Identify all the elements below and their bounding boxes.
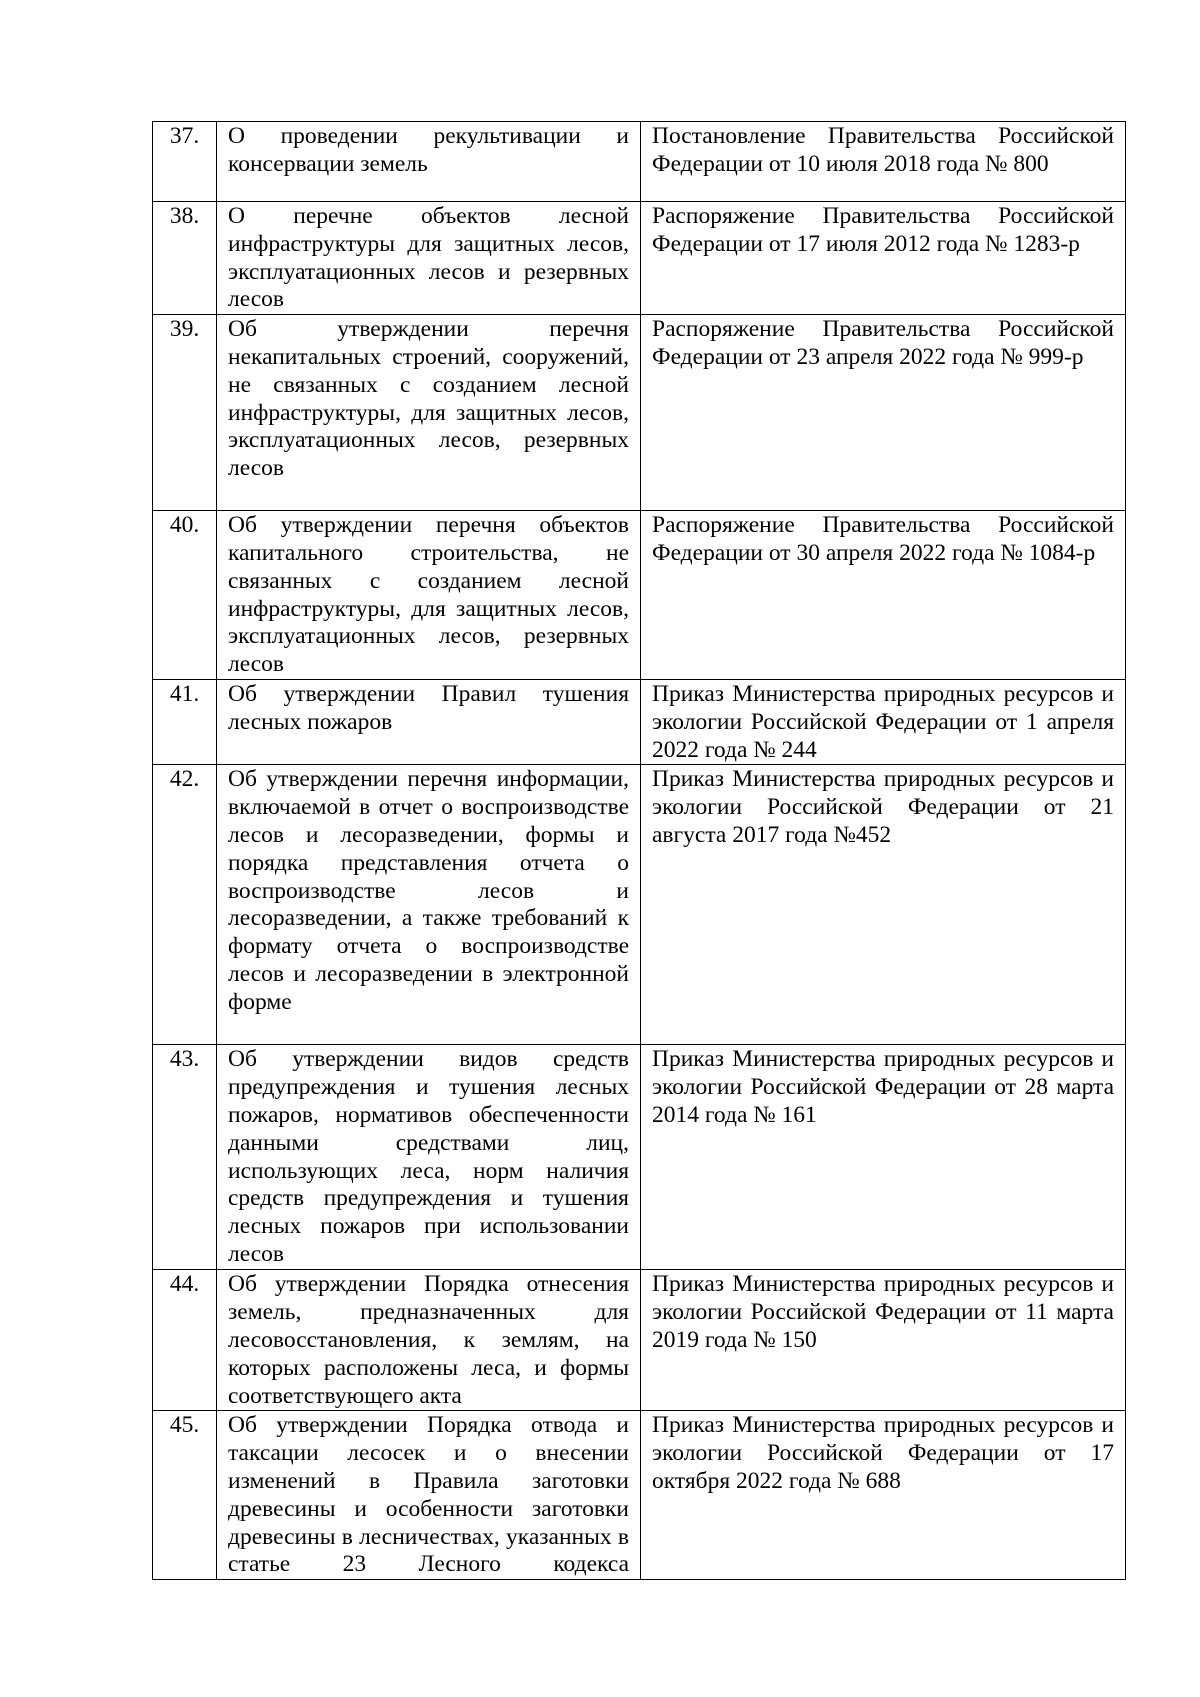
act-reference-text: Приказ Министерства природных ресурсов и экологии Российской Федерации от 11 марта 2019 года № 150	[652, 1271, 1114, 1353]
act-subject-text: Об утверждении видов средств предупреждения и тушения лесных пожаров, нормативов обеспеченности данными средствами лиц, использующих леса, норм наличия средств предупреждения и тушения лесных пожаров при использовании лесов	[228, 1046, 629, 1267]
table-row	[153, 765, 1126, 1045]
act-reference-text: Распоряжение Правительства Российской Федерации от 17 июля 2012 года № 1283-р	[652, 203, 1114, 257]
act-reference	[641, 122, 1126, 202]
table-row	[153, 122, 1126, 202]
row-number: 40.	[153, 511, 217, 680]
act-reference	[641, 1045, 1126, 1270]
act-reference-text: Распоряжение Правительства Российской Федерации от 23 апреля 2022 года № 999-р	[652, 316, 1114, 370]
act-subject	[217, 1270, 641, 1411]
act-subject-text: О перечне объектов лесной инфраструктуры для защитных лесов, эксплуатационных лесов и резервных лесов	[228, 203, 629, 313]
row-number: 42.	[153, 765, 217, 1045]
table-row	[153, 1045, 1126, 1270]
row-number: 41.	[153, 679, 217, 764]
act-subject	[217, 202, 641, 315]
table-row	[153, 202, 1126, 315]
act-subject	[217, 765, 641, 1045]
act-subject	[217, 511, 641, 680]
act-reference	[641, 679, 1126, 764]
act-subject-text: Об утверждении перечня информации, включаемой в отчет о воспроизводстве лесов и лесоразведении, формы и порядка представления отчета о воспроизводстве лесов и лесоразведении, а также требований к формату отчета о воспроизводстве лесов и лесоразведении в электронной форме	[228, 766, 629, 1015]
row-number: 44.	[153, 1270, 217, 1411]
act-subject	[217, 679, 641, 764]
act-reference	[641, 202, 1126, 315]
act-reference	[641, 765, 1126, 1045]
act-reference-text: Приказ Министерства природных ресурсов и экологии Российской Федерации от 1 апреля 2022 года № 244	[652, 680, 1114, 763]
act-reference	[641, 1411, 1126, 1580]
row-number: 37.	[153, 122, 217, 202]
act-reference-text: Приказ Министерства природных ресурсов и экологии Российской Федерации от 21 августа 2017 года №452	[652, 766, 1114, 848]
row-number: 45.	[153, 1411, 217, 1580]
act-reference	[641, 511, 1126, 680]
act-subject-text: Об утверждении перечня некапитальных строений, сооружений, не связанных с созданием лесной инфраструктуры, для защитных лесов, эксплуатационных лесов, резервных лесов	[228, 316, 629, 482]
act-subject-text: Об утверждении Порядка отнесения земель, предназначенных для лесовосстановления, к землям, на которых расположены леса, и формы соответствующего акта	[228, 1271, 629, 1409]
row-number: 39.	[153, 315, 217, 511]
table-row	[153, 679, 1126, 764]
acts-table	[152, 121, 1126, 1580]
act-subject-text: Об утверждении Порядка отвода и таксации лесосек и о внесении изменений в Правила заготовки древесины и особенности заготовки древесины в лесничествах, указанных в статье 23 Лесного кодекса	[228, 1412, 629, 1578]
act-reference-text: Приказ Министерства природных ресурсов и экологии Российской Федерации от 17 октября 2022 года № 688	[652, 1412, 1114, 1494]
acts-table-body	[153, 122, 1126, 1580]
act-reference-text: Приказ Министерства природных ресурсов и экологии Российской Федерации от 28 марта 2014 года № 161	[652, 1046, 1114, 1128]
act-subject-text: О проведении рекультивации и консервации земель	[228, 123, 629, 177]
act-reference	[641, 315, 1126, 511]
act-subject-text: Об утверждении Правил тушения лесных пожаров	[228, 680, 629, 735]
act-reference-text: Постановление Правительства Российской Федерации от 10 июля 2018 года № 800	[652, 123, 1114, 177]
table-row	[153, 1411, 1126, 1580]
act-subject-text: Об утверждении перечня объектов капитального строительства, не связанных с созданием лесной инфраструктуры, для защитных лесов, эксплуатационных лесов, резервных лесов	[228, 512, 629, 678]
row-number: 38.	[153, 202, 217, 315]
act-subject	[217, 122, 641, 202]
table-row	[153, 315, 1126, 511]
act-subject	[217, 1045, 641, 1270]
row-number: 43.	[153, 1045, 217, 1270]
table-row	[153, 511, 1126, 680]
act-reference	[641, 1270, 1126, 1411]
act-reference-text: Распоряжение Правительства Российской Федерации от 30 апреля 2022 года № 1084-р	[652, 512, 1114, 566]
act-subject	[217, 1411, 641, 1580]
table-row	[153, 1270, 1126, 1411]
act-subject	[217, 315, 641, 511]
